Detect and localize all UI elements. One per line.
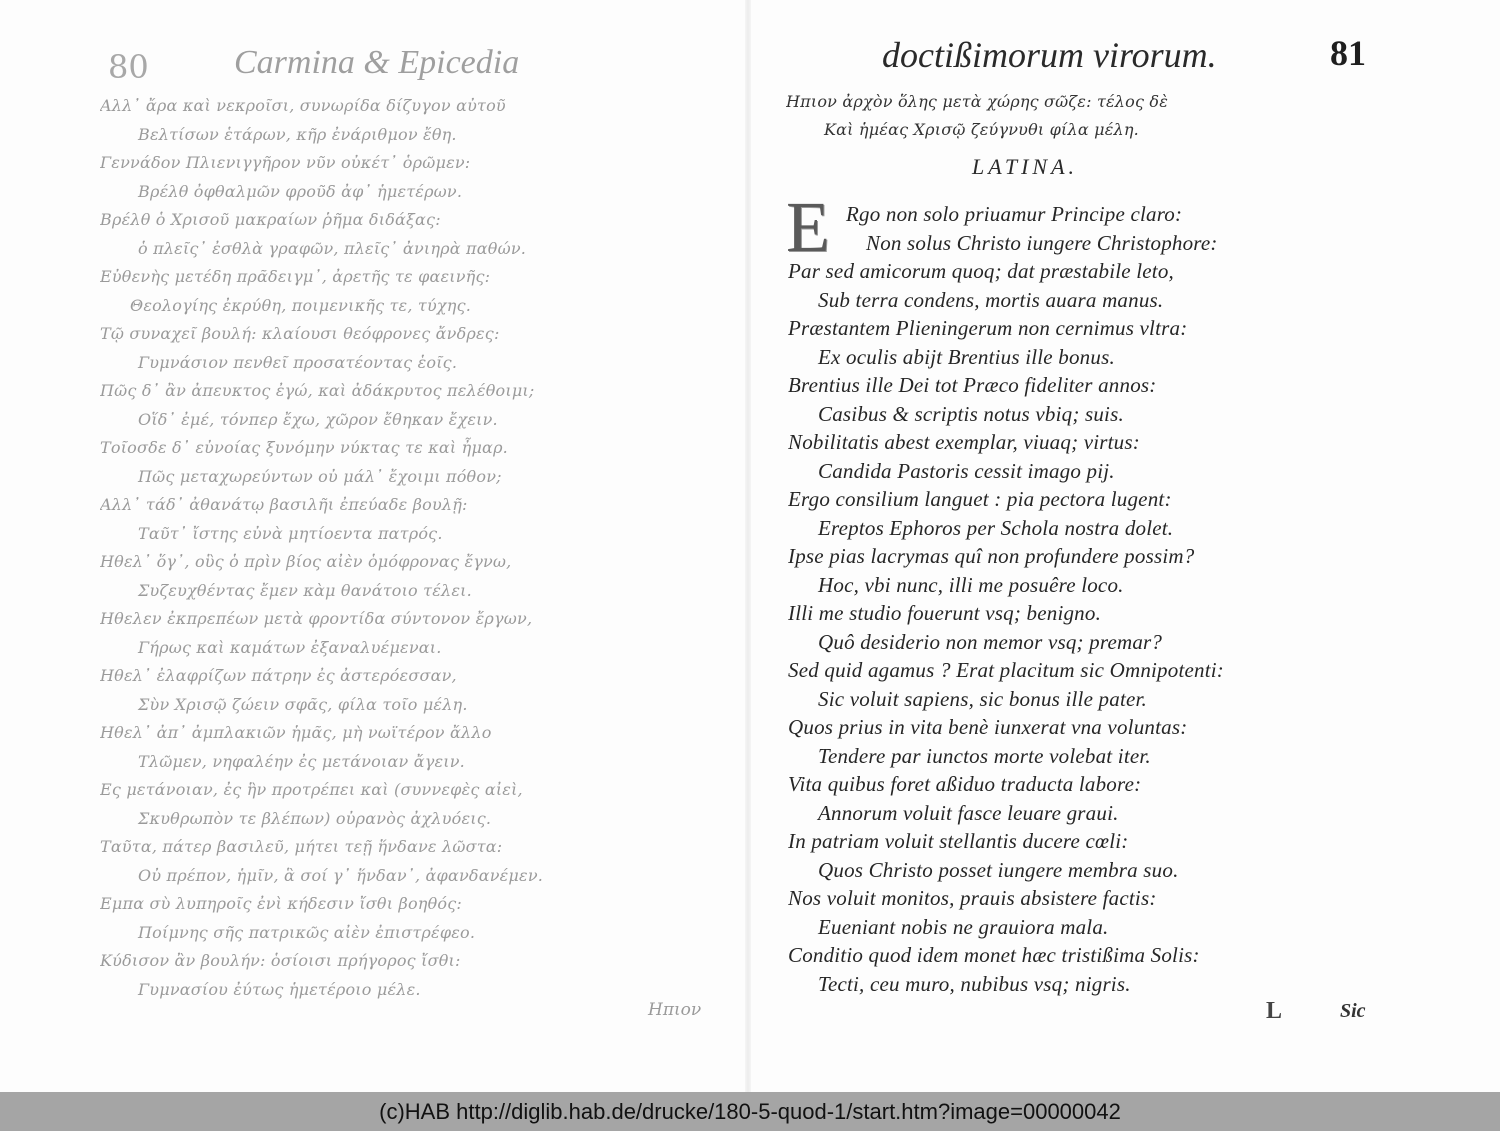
left-catchword: Ηπιον — [648, 1000, 702, 1020]
poem-line: Βρέλθ ὀφθαλμῶν φροῦδ ἀφ᾽ ἡμετέρων. — [138, 181, 463, 201]
greek-line: Ηπιον ἀρχὸν ὅλης μετὰ χώρης σῶζε: τέλος δὲ — [786, 92, 1169, 111]
poem-line: Γυμνασίου ἐύτως ἡμετέροιο μέλε. — [138, 979, 421, 999]
poem-line: Nobilitatis abest exemplar, viuaq; virtus: — [788, 430, 1140, 454]
poem-line: Αλλ᾽ τάδ᾽ ἀθανάτῳ βασιλῆι ἐπεύαδε βουλῇ: — [100, 495, 468, 514]
poem-line: Par sed amicorum quoq; dat præstabile leto, — [788, 259, 1174, 283]
poem-line: Συζευχθέντας ἔμεν κὰμ θανάτοιο τέλει. — [138, 580, 472, 600]
poem-line: Rgo non solo priuamur Principe claro: — [846, 202, 1183, 226]
poem-line: Ηθελ᾽ ἀπ᾽ ἀμπλακιῶν ἡμᾶς, μὴ νωϊτέρον ἄλλο — [100, 723, 492, 742]
poem-line: Ποίμνης σῆς πατρικῶς αἰὲν ἐπιστρέφεο. — [138, 922, 476, 942]
greek-closing-lines — [786, 88, 1426, 144]
right-running-head: doctißimorum virorum. — [882, 35, 1217, 75]
poem-line: Σὺν Χρισῷ ζώειν σφᾶς, φίλα τοῖο μέλη. — [138, 694, 468, 714]
left-page — [100, 40, 660, 1080]
poem-line: Eueniant nobis ne grauiora mala. — [818, 914, 1109, 939]
poem-line: Nos voluit monitos, prauis absistere factis: — [788, 886, 1157, 910]
poem-line: Quô desiderio non memor vsq; premar? — [818, 629, 1163, 654]
poem-line: Πῶς δ᾽ ἂν ἀπευκτος ἐγώ, καὶ ἀδάκρυτος πελέθοιμι; — [100, 381, 535, 400]
poem-line: Ηθελεν ἐκπρεπέων μετὰ φροντίδα σύντονον ἔργων, — [100, 609, 533, 628]
poem-line: Ereptos Ephoros per Schola nostra dolet. — [818, 515, 1174, 540]
right-page — [780, 30, 1420, 1080]
poem-line: Sic voluit sapiens, sic bonus ille pater. — [818, 686, 1148, 711]
poem-line: Εμπα σὺ λυπηροῖς ἐνὶ κήδεσιν ἴσθι βοηθός: — [100, 894, 462, 913]
poem-line: Τοῖοσδε δ᾽ εὐνοίας ξυνόμην νύκτας τε καὶ ἦμαρ. — [100, 438, 508, 457]
poem-line: Tendere par iunctos morte volebat iter. — [818, 743, 1151, 768]
poem-line: Non solus Christo iungere Christophore: — [866, 230, 1218, 255]
poem-line: Præstantem Plieningerum non cernimus vltra: — [788, 316, 1188, 340]
poem-line: Brentius ille Dei tot Præco fideliter annos: — [788, 373, 1157, 397]
poem-line: Quos Christo posset iungere membra suo. — [818, 857, 1179, 882]
copyright-footer — [0, 1092, 1500, 1131]
section-title: LATINA. — [972, 154, 1079, 179]
poem-line: Εὐθενὴς μετέδη πρᾶδειγμ᾽, ἀρετῆς τε φαεινῆς: — [100, 267, 491, 286]
poem-line: Τῷ συναχεῖ βουλή: κλαίουσι θεόφρονες ἄνδρες: — [100, 324, 500, 343]
poem-line: Γήρως καὶ καμάτων ἐξαναλυέμεναι. — [138, 637, 442, 657]
poem-line: Κύδισον ἂν βουλήν: ὁσίοισι πρήγορος ἴσθι: — [100, 951, 461, 970]
poem-line: In patriam voluit stellantis ducere cœli: — [788, 829, 1129, 853]
poem-line: Σκυθρωπὸν τε βλέπων) οὐρανὸς ἀχλυόεις. — [138, 808, 492, 828]
drop-cap: E — [786, 187, 830, 267]
poem-line: Sed quid agamus ? Erat placitum sic Omnipotenti: — [788, 658, 1224, 682]
right-page-number: 81 — [1330, 33, 1366, 73]
right-catchword: Sic — [1340, 1000, 1366, 1022]
poem-line: Ταῦτ᾽ ἴστης εὐνὰ μητίοεντα πατρός. — [138, 523, 443, 543]
poem-line: Ergo consilium languet : pia pectora lugent: — [788, 487, 1172, 511]
poem-line: Illi me studio fouerunt vsq; benigno. — [788, 601, 1102, 625]
greek-line: Καὶ ἡμέας Χρισῷ ζεύγνυθι φίλα μέλη. — [824, 120, 1139, 139]
poem-line: Ex oculis abijt Brentius ille bonus. — [818, 344, 1115, 369]
poem-line: Βρέλθ ὁ Χρισοῦ μακραίων ῥῆμα διδάξας: — [100, 210, 441, 229]
poem-line: Sub terra condens, mortis auara manus. — [818, 287, 1164, 312]
poem-line: Candida Pastoris cessit imago pij. — [818, 458, 1115, 483]
poem-line: Ες μετάνοιαν, ἐς ἣν προτρέπει καὶ (συννεφὲς αἰεὶ, — [100, 780, 523, 799]
poem-line: Οὐ πρέπον, ἡμῖν, ἃ σοί γ᾽ ἥνδαν᾽, ἀφανδανέμεν. — [138, 865, 544, 885]
poem-line: ὁ πλεῖς᾽ ἐσθλὰ γραφῶν, πλεῖς᾽ ἀνιηρὰ παθών. — [138, 238, 527, 258]
poem-line: Hoc, vbi nunc, illi me posuêre loco. — [818, 572, 1124, 597]
poem-line: Ηθελ᾽ ἐλαφρίζων πάτρην ἐς ἀστερόεσσαν, — [100, 666, 457, 685]
poem-line: Θεολογίης ἐκρύθη, ποιμενικῆς τε, τύχης. — [130, 295, 472, 315]
poem-line: Πῶς μεταχωρεύντων οὐ μάλ᾽ ἔχοιμι πόθον; — [138, 466, 502, 486]
greek-poem — [100, 92, 660, 1004]
poem-line: Quos prius in vita benè iunxerat vna voluntas: — [788, 715, 1188, 739]
poem-line: Casibus & scriptis notus vbiq; suis. — [818, 401, 1124, 426]
poem-line: Γυμνάσιον πενθεῖ προσατέοντας ἑοῖς. — [138, 352, 458, 372]
latin-poem — [786, 187, 1428, 998]
poem-line: Γεννάδον Πλιενιγγῆρον νῦν οὐκέτ᾽ ὁρῶμεν: — [100, 153, 471, 172]
poem-line: Ηθελ᾽ ὅγ᾽, οὓς ὁ πρὶν βίος αἰὲν ὁμόφρονας ἔγνω, — [100, 552, 512, 571]
poem-line: Ipse pias lacrymas quî non profundere possim? — [788, 544, 1195, 568]
poem-line: Conditio quod idem monet hæc tristißima Solis: — [788, 943, 1200, 967]
poem-line: Annorum voluit fasce leuare graui. — [818, 800, 1119, 825]
poem-line: Οἵδ᾽ ἐμέ, τόνπερ ἔχω, χῶρον ἔθηκαν ἔχειν. — [138, 409, 498, 429]
left-page-number: 80 — [108, 48, 149, 86]
poem-line: Tecti, ceu muro, nubibus vsq; nigris. — [818, 971, 1131, 996]
left-running-head: Carmina & Epicedia — [234, 44, 520, 81]
book-gutter — [745, 0, 751, 1092]
poem-line: Τλῶμεν, νηφαλέην ἐς μετάνοιαν ἄγειν. — [138, 751, 465, 771]
poem-line: Ταῦτα, πάτερ βασιλεῦ, μήτει τεῇ ἥνδανε λῶστα: — [100, 837, 503, 856]
footer-url-text: (c)HAB http://diglib.hab.de/drucke/180-5-quod-1/start.htm?image=00000042 — [379, 1098, 1121, 1124]
signature-mark: L — [1266, 998, 1283, 1024]
poem-line: Αλλ᾽ ἄρα καὶ νεκροῖσι, συνωρίδα δίζυγον αὐτοῦ — [100, 96, 506, 115]
poem-line: Βελτίσων ἑτάρων, κῆρ ἐνάριθμον ἔθη. — [138, 124, 457, 144]
poem-line: Vita quibus foret aßiduo traducta labore: — [788, 772, 1142, 796]
